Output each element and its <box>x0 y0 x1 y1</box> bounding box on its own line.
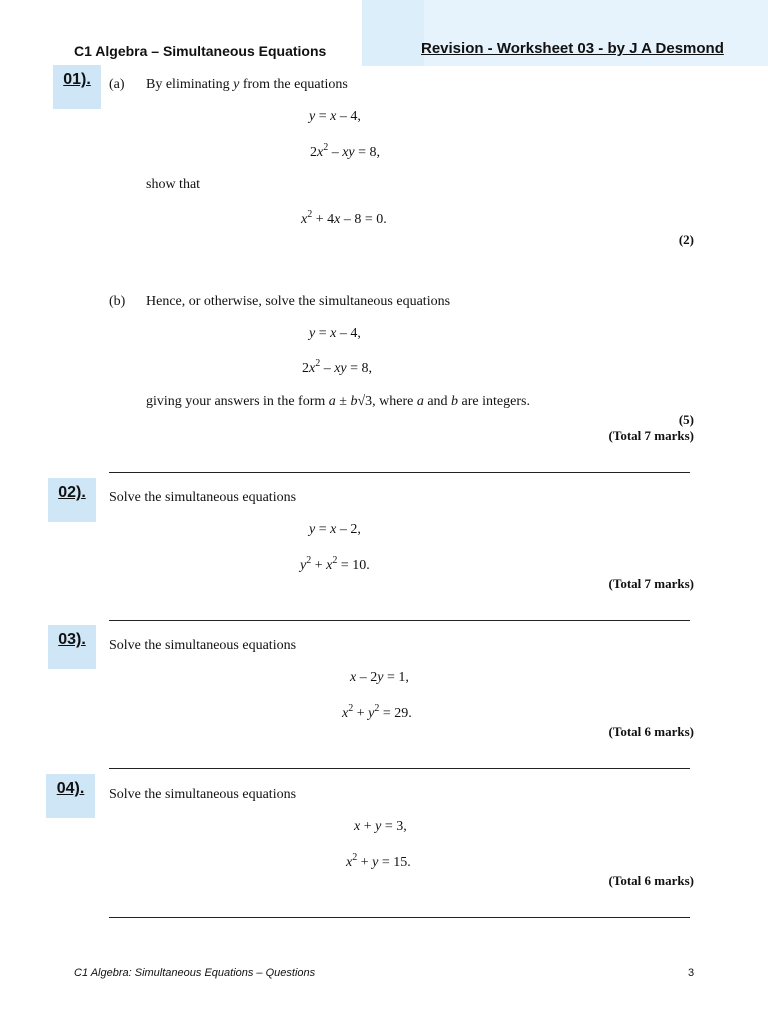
q2-equation-2: $y^2 + x^2 = 10$. <box>300 555 370 573</box>
question-divider <box>109 620 690 621</box>
q1-answer-form: giving your answers in the form a ± b√3, where a and b are integers. <box>146 394 530 409</box>
q4-equation-1: x + y = 3, <box>354 819 407 834</box>
question-divider <box>109 768 690 769</box>
q1-part-b-text: Hence, or otherwise, solve the simultaneous equations <box>146 294 451 309</box>
q1-part-a-text: By eliminating y from the equations <box>146 77 348 92</box>
footer-title: C1 Algebra: Simultaneous Equations – Questions <box>74 967 316 979</box>
question-number-01: 01). <box>53 65 101 109</box>
q1-show-that: show that <box>146 177 201 192</box>
question-divider <box>109 917 690 918</box>
q3-equation-1: x – 2y = 1, <box>350 670 409 685</box>
q1-equation-4: y = x – 4, <box>309 326 361 341</box>
q2-total-marks: (Total 7 marks) <box>608 576 694 591</box>
q1-part-b-marks: (5) <box>678 412 694 427</box>
question-divider <box>109 472 690 473</box>
q1-equation-3: $x^2 + 4x - 8 = 0$. <box>301 209 387 227</box>
q2-text: Solve the simultaneous equations <box>109 490 297 505</box>
q3-equation-2: $x^2 + y^2 = 29$. <box>342 703 412 721</box>
q4-equation-2: $x^2 + y = 15$. <box>346 852 411 870</box>
q1-equation-5: $2x^2$ – xy = 8, <box>302 358 373 376</box>
q1-equation-2: $2x^2$ – xy = 8, <box>310 142 381 160</box>
worksheet-title: Revision - Worksheet 03 - by J A Desmond <box>421 40 724 57</box>
question-number-02: 02). <box>48 478 96 522</box>
q1-part-b-label: (b) <box>109 294 126 309</box>
q4-text: Solve the simultaneous equations <box>109 787 297 802</box>
q1-part-a-marks: (2) <box>678 232 694 247</box>
q3-text: Solve the simultaneous equations <box>109 638 297 653</box>
q2-equation-1: y = x – 2, <box>309 522 361 537</box>
q1-equation-1: y = x – 4, <box>309 109 361 124</box>
q3-total-marks: (Total 6 marks) <box>608 724 694 739</box>
q1-total-marks: (Total 7 marks) <box>608 428 694 443</box>
document-title: C1 Algebra – Simultaneous Equations <box>74 43 327 59</box>
question-number-04: 04). <box>46 774 95 818</box>
q1-part-a-label: (a) <box>109 77 125 92</box>
page-number: 3 <box>688 967 695 979</box>
q4-total-marks: (Total 6 marks) <box>608 873 694 888</box>
question-number-03: 03). <box>48 625 96 669</box>
